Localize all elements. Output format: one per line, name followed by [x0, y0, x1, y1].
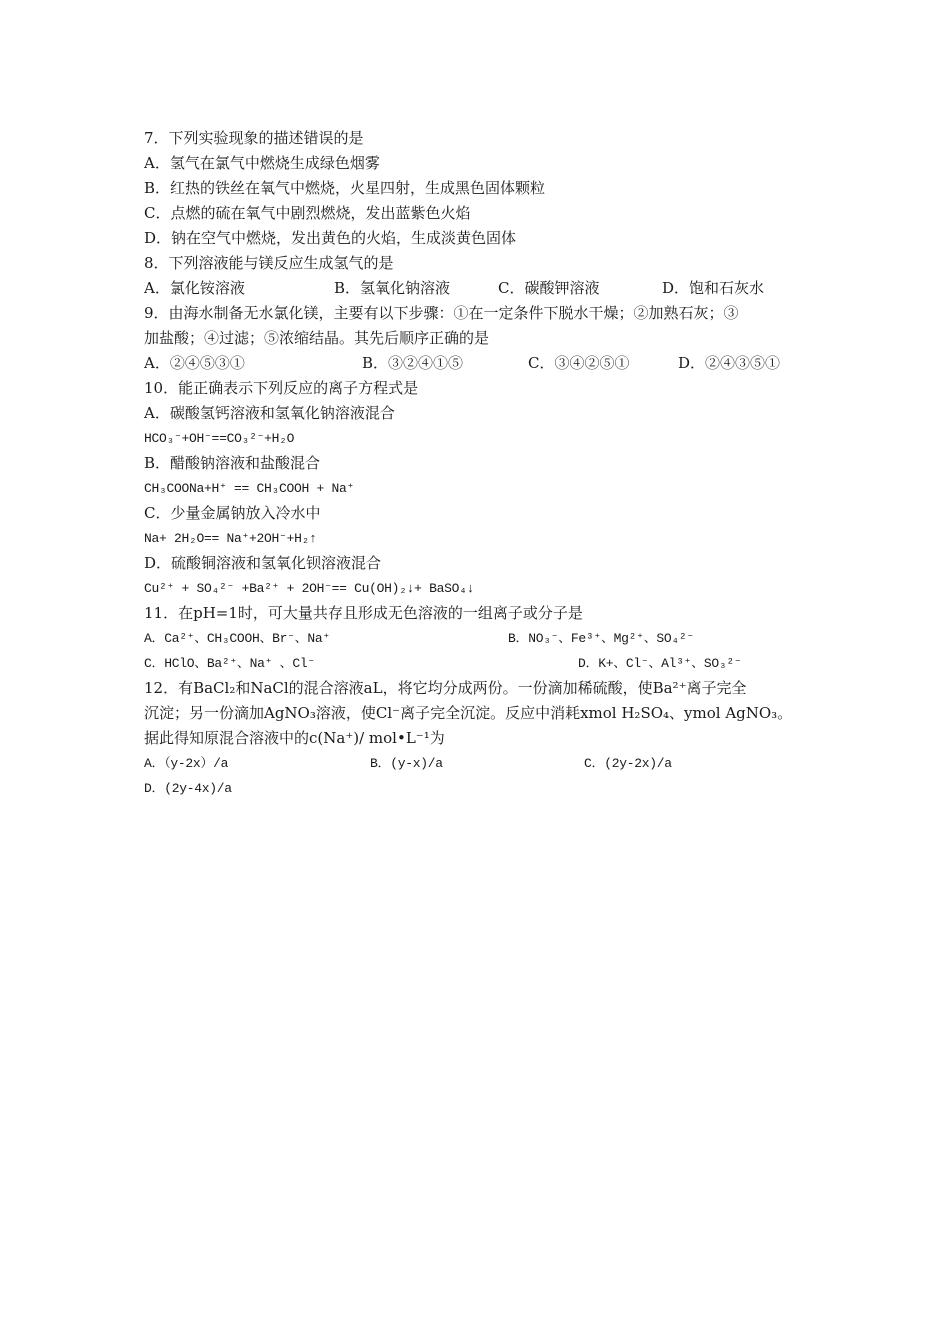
- q11-option-d: D．K+、Cl⁻、Al³⁺、SO₃²⁻: [578, 656, 742, 671]
- q7-option-a: A．氢气在氯气中燃烧生成绿色烟雾: [144, 154, 380, 172]
- q12-option-d: D．(2y-4x)/a: [144, 781, 232, 796]
- q11-option-c: C．HClO、Ba²⁺、Na⁺ 、Cl⁻: [144, 656, 315, 671]
- q9-option-d: D．②④③⑤①: [678, 354, 781, 372]
- q7-option-b: B．红热的铁丝在氧气中燃烧，火星四射，生成黑色固体颗粒: [144, 179, 546, 197]
- q10-option-c: C．少量金属钠放入冷水中: [144, 504, 321, 522]
- q9-options-row: [144, 351, 824, 376]
- question-12-stem-line-3: 据此得知原混合溶液中的c(Na⁺)/ mol•L⁻¹为: [144, 729, 445, 747]
- q9-option-c: C．③④②⑤①: [528, 354, 630, 372]
- q9-option-b: B．③②④①⑤: [362, 354, 464, 372]
- q9-option-a: A．②④⑤③①: [144, 354, 245, 372]
- q11-options-row-1: [144, 626, 824, 651]
- exam-page: [144, 126, 824, 801]
- q11-options-row-2: [144, 651, 824, 676]
- q8-option-d: D．饱和石灰水: [662, 279, 765, 297]
- q10-equation-b: CH₃COONa+H⁺ == CH₃COOH + Na⁺: [144, 481, 355, 496]
- q12-option-c: C．(2y-2x)/a: [584, 756, 672, 771]
- question-10-stem: 10．能正确表示下列反应的离子方程式是: [144, 379, 419, 397]
- q8-option-a: A．氯化铵溶液: [144, 279, 245, 297]
- q11-option-b: B．NO₃⁻、Fe³⁺、Mg²⁺、SO₄²⁻: [508, 631, 694, 646]
- q10-equation-d: Cu²⁺ + SO₄²⁻ +Ba²⁺ + 2OH⁻== Cu(OH)₂↓+ BaSO₄↓: [144, 581, 475, 596]
- q8-option-c: C．碳酸钾溶液: [498, 279, 600, 297]
- q8-option-b: B．氢氧化钠溶液: [334, 279, 451, 297]
- q7-option-c: C．点燃的硫在氧气中剧烈燃烧，发出蓝紫色火焰: [144, 204, 471, 222]
- q10-option-b: B．醋酸钠溶液和盐酸混合: [144, 454, 321, 472]
- q10-option-d: D．硫酸铜溶液和氢氧化钡溶液混合: [144, 554, 382, 572]
- question-9-stem-line-1: 9．由海水制备无水氯化镁，主要有以下步骤：①在一定条件下脱水干燥；②加熟石灰；③: [144, 304, 739, 322]
- q8-options-row: [144, 276, 824, 301]
- question-11-stem: 11．在pH=1时，可大量共存且形成无色溶液的一组离子或分子是: [144, 604, 583, 622]
- q10-option-a: A．碳酸氢钙溶液和氢氧化钠溶液混合: [144, 404, 395, 422]
- q10-equation-a: HCO₃⁻+OH⁻==CO₃²⁻+H₂O: [144, 431, 295, 446]
- question-12-stem-line-2: 沉淀；另一份滴加AgNO₃溶液，使Cl⁻离子完全沉淀。反应中消耗xmol H₂SO₄、ymol AgNO₃。: [144, 704, 793, 722]
- q12-option-b: B．(y-x)/a: [370, 756, 443, 771]
- q12-option-a: A．（y-2x）/a: [144, 756, 229, 771]
- q12-options-row: [144, 751, 824, 776]
- question-9-stem-line-2: 加盐酸；④过滤；⑤浓缩结晶。其先后顺序正确的是: [144, 329, 490, 347]
- q10-equation-c: Na+ 2H₂O== Na⁺+2OH⁻+H₂↑: [144, 531, 317, 546]
- question-12-stem-line-1: 12．有BaCl₂和NaCl的混合溶液aL，将它均分成两份。一份滴加稀硫酸，使Ba²⁺离子完全: [144, 679, 747, 697]
- question-8-stem: 8．下列溶液能与镁反应生成氢气的是: [144, 254, 394, 272]
- q11-option-a: A．Ca²⁺、CH₃COOH、Br⁻、Na⁺: [144, 631, 330, 646]
- question-7-stem: 7．下列实验现象的描述错误的是: [144, 129, 364, 147]
- q7-option-d: D．钠在空气中燃烧，发出黄色的火焰，生成淡黄色固体: [144, 229, 517, 247]
